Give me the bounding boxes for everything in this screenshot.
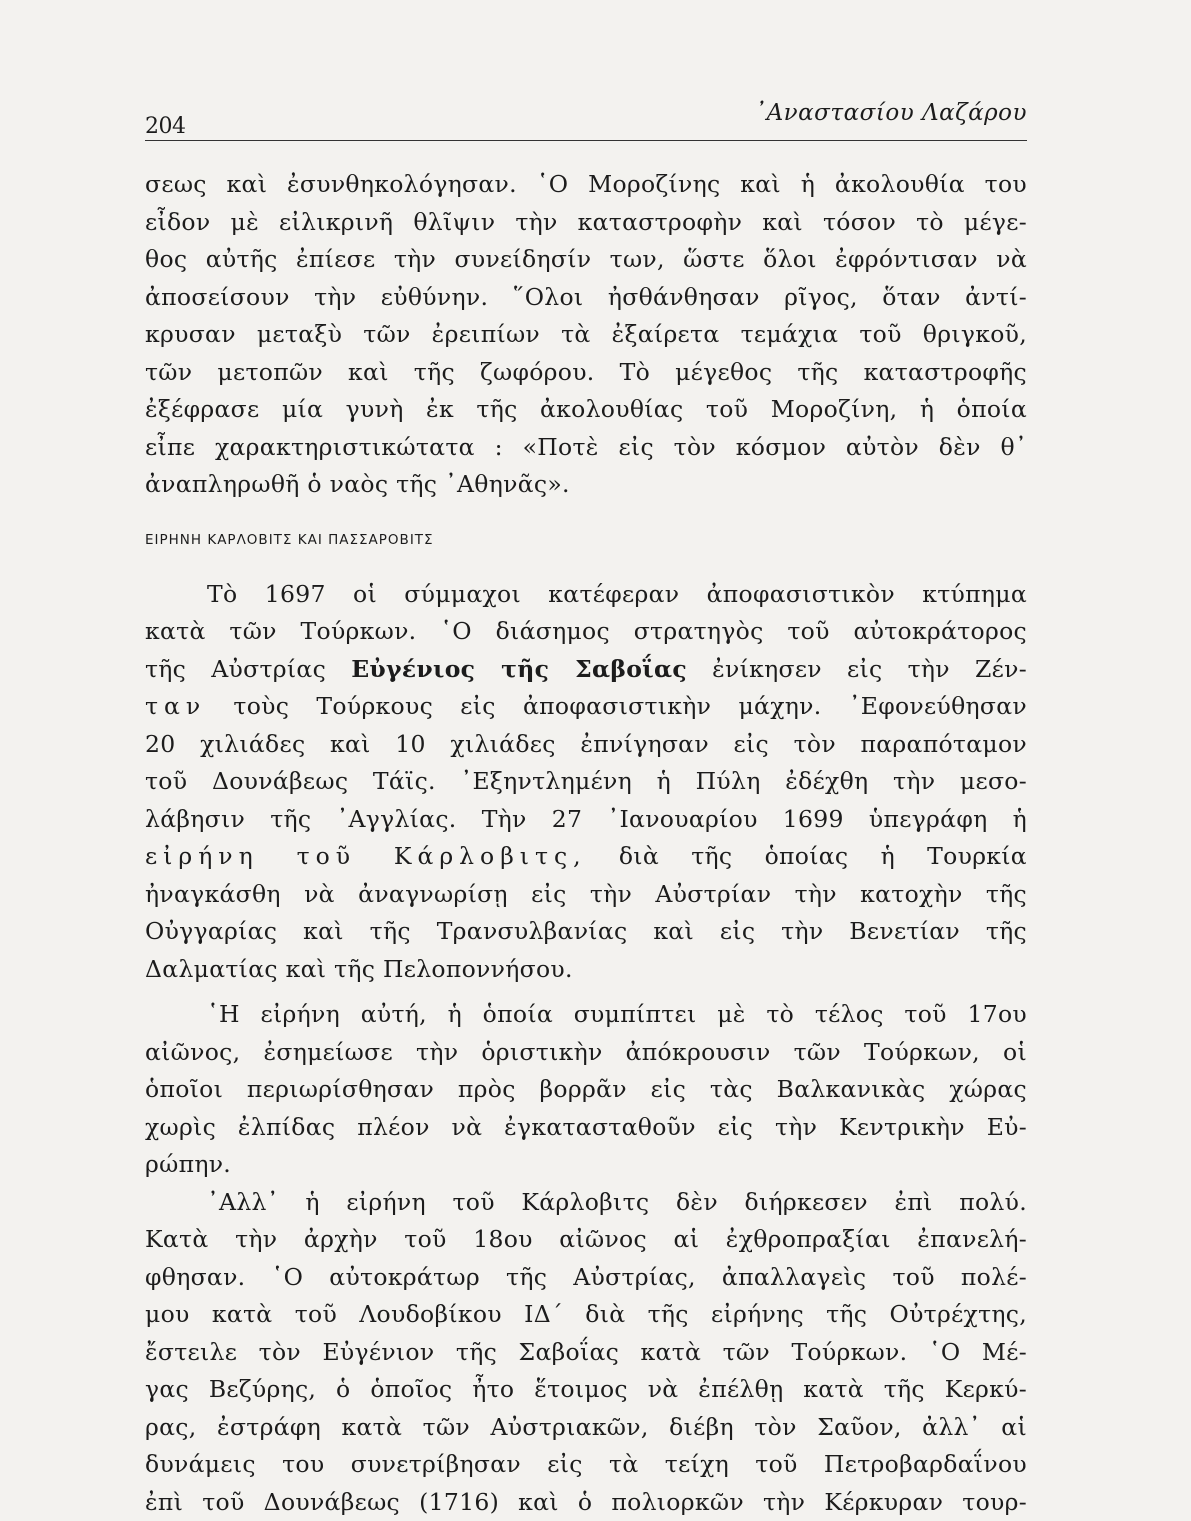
text-line: ἐπὶ τοῦ Δουνάβεως (1716) καὶ ὁ πολιορκῶν τὴν Κέρκυραν τουρ- [145,1484,1027,1521]
text-line: κρυσαν μεταξὺ τῶν ἐρειπίων τὰ ἐξαίρετα τεμάχια τοῦ θριγκοῦ, [145,316,1027,354]
emphasized-name: Εὐγένιος τῆς Σαβοΐας [351,655,687,683]
text-line: Δαλματίας καὶ τῆς Πελοποννήσου. [145,951,1027,989]
text-line: αἰῶνος, ἐσημείωσε τὴν ὁριστικὴν ἀπόκρουσιν τῶν Τούρκων, οἱ [145,1034,1027,1072]
text-line: ρώπην. [145,1146,1027,1184]
text-line: ῾Η εἰρήνη αὐτή, ἡ ὁποία συμπίπτει μὲ τὸ τέλος τοῦ 17ου [145,996,1027,1034]
text-line [145,651,1027,689]
text-line: ἀναπληρωθῆ ὁ ναὸς τῆς ᾿Αθηνᾶς». [145,466,1027,504]
spaced-treaty-name: εἰρήνη τοῦ Κάρλοβιτς, [145,842,587,870]
text-line: μου κατὰ τοῦ Λουδοβίκου ΙΔ΄ διὰ τῆς εἰρήνης τῆς Οὐτρέχτης, [145,1296,1027,1334]
text-line: κατὰ τῶν Τούρκων. ῾Ο διάσημος στρατηγὸς τοῦ αὐτοκράτορος [145,613,1027,651]
spaced-placename: ταν [145,692,206,720]
text-line: εἶπε χαρακτηριστικώτατα : «Ποτὲ εἰς τὸν κόσμον αὐτὸν δὲν θ᾿ [145,429,1027,467]
running-head: ᾿Αναστασίου Λαζάρου [755,100,1027,126]
text-line: Κατὰ τὴν ἀρχὴν τοῦ 18ου αἰῶνος αἱ ἐχθροπραξίαι ἐπανελή- [145,1221,1027,1259]
text-line: θος αὐτῆς ἐπίεσε τὴν συνείδησίν των, ὥστε ὅλοι ἐφρόντισαν νὰ [145,241,1027,279]
paragraph-1 [145,166,1027,504]
text-line: ἔστειλε τὸν Εὐγένιον τῆς Σαβοΐας κατὰ τῶν Τούρκων. ῾Ο Μέ- [145,1334,1027,1372]
page-number: 204 [145,114,186,139]
paragraph-4 [145,1184,1027,1521]
text-line: ἐξέφρασε μία γυνὴ ἐκ τῆς ἀκολουθίας τοῦ Μοροζίνη, ἡ ὁποία [145,391,1027,429]
paragraph-2 [145,576,1027,989]
text-line: τῶν μετοπῶν καὶ τῆς ζωφόρου. Τὸ μέγεθος τῆς καταστροφῆς [145,354,1027,392]
text-line: εἶδον μὲ εἰλικρινῆ θλῖψιν τὴν καταστροφὴν καὶ τόσον τὸ μέγε- [145,204,1027,242]
text-line [145,838,1027,876]
text-line: ἠναγκάσθη νὰ ἀναγνωρίσῃ εἰς τὴν Αὐστρίαν τὴν κατοχὴν τῆς [145,876,1027,914]
text-line: ἀποσείσουν τὴν εὐθύνην. ῞Ολοι ἠσθάνθησαν ρῖγος, ὅταν ἀντί- [145,279,1027,317]
text-segment: τῆς Αὐστρίας [145,655,351,683]
text-line: ᾿Αλλ᾿ ἡ εἰρήνη τοῦ Κάρλοβιτς δὲν διήρκεσεν ἐπὶ πολύ. [145,1184,1027,1222]
text-line: σεως καὶ ἐσυνθηκολόγησαν. ῾Ο Μοροζίνης καὶ ἡ ἀκολουθία του [145,166,1027,204]
text-line: ὁποῖοι περιωρίσθησαν πρὸς βορρᾶν εἰς τὰς Βαλκανικὰς χώρας [145,1071,1027,1109]
text-line: ρας, ἐστράφη κατὰ τῶν Αὐστριακῶν, διέβη τὸν Σαῦον, ἀλλ᾿ αἱ [145,1409,1027,1447]
section-heading: ΕΙΡΗΝΗ ΚΑΡΛΟΒΙΤΣ ΚΑΙ ΠΑΣΣΑΡΟΒΙΤΣ [145,504,1027,576]
text-line: 20 χιλιάδες καὶ 10 χιλιάδες ἐπνίγησαν εἰς τὸν παραπόταμον [145,726,1027,764]
body-text [145,166,1027,1521]
text-line: τοῦ Δουνάβεως Τάϊς. ᾿Εξηντλημένη ἡ Πύλη ἐδέχθη τὴν μεσο- [145,763,1027,801]
text-line: λάβησιν τῆς ᾿Αγγλίας. Τὴν 27 ᾿Ιανουαρίου 1699 ὑπεγράφη ἡ [145,801,1027,839]
paragraph-3 [145,996,1027,1184]
page-header [145,100,1027,140]
text-line: Οὐγγαρίας καὶ τῆς Τρανσυλβανίας καὶ εἰς τὴν Βενετίαν τῆς [145,913,1027,951]
text-line: γας Βεζύρης, ὁ ὁποῖος ἦτο ἕτοιμος νὰ ἐπέλθῃ κατὰ τῆς Κερκύ- [145,1371,1027,1409]
text-line [145,688,1027,726]
text-segment: διὰ τῆς ὁποίας ἡ Τουρκία [587,842,1027,870]
text-line: χωρὶς ἐλπίδας πλέον νὰ ἐγκατασταθοῦν εἰς τὴν Κεντρικὴν Εὐ- [145,1109,1027,1147]
header-rule [145,140,1027,141]
text-line: φθησαν. ῾Ο αὐτοκράτωρ τῆς Αὐστρίας, ἀπαλλαγεὶς τοῦ πολέ- [145,1259,1027,1297]
text-line: Τὸ 1697 οἱ σύμμαχοι κατέφεραν ἀποφασιστικὸν κτύπημα [145,576,1027,614]
text-segment: ἐνίκησεν εἰς τὴν Ζέν- [687,655,1027,683]
text-line: δυνάμεις του συνετρίβησαν εἰς τὰ τείχη τοῦ Πετροβαρδαΐνου [145,1446,1027,1484]
paragraph-spacer [145,988,1027,996]
text-segment: τοὺς Τούρκους εἰς ἀποφασιστικὴν μάχην. ᾿Εφονεύθησαν [206,692,1027,720]
